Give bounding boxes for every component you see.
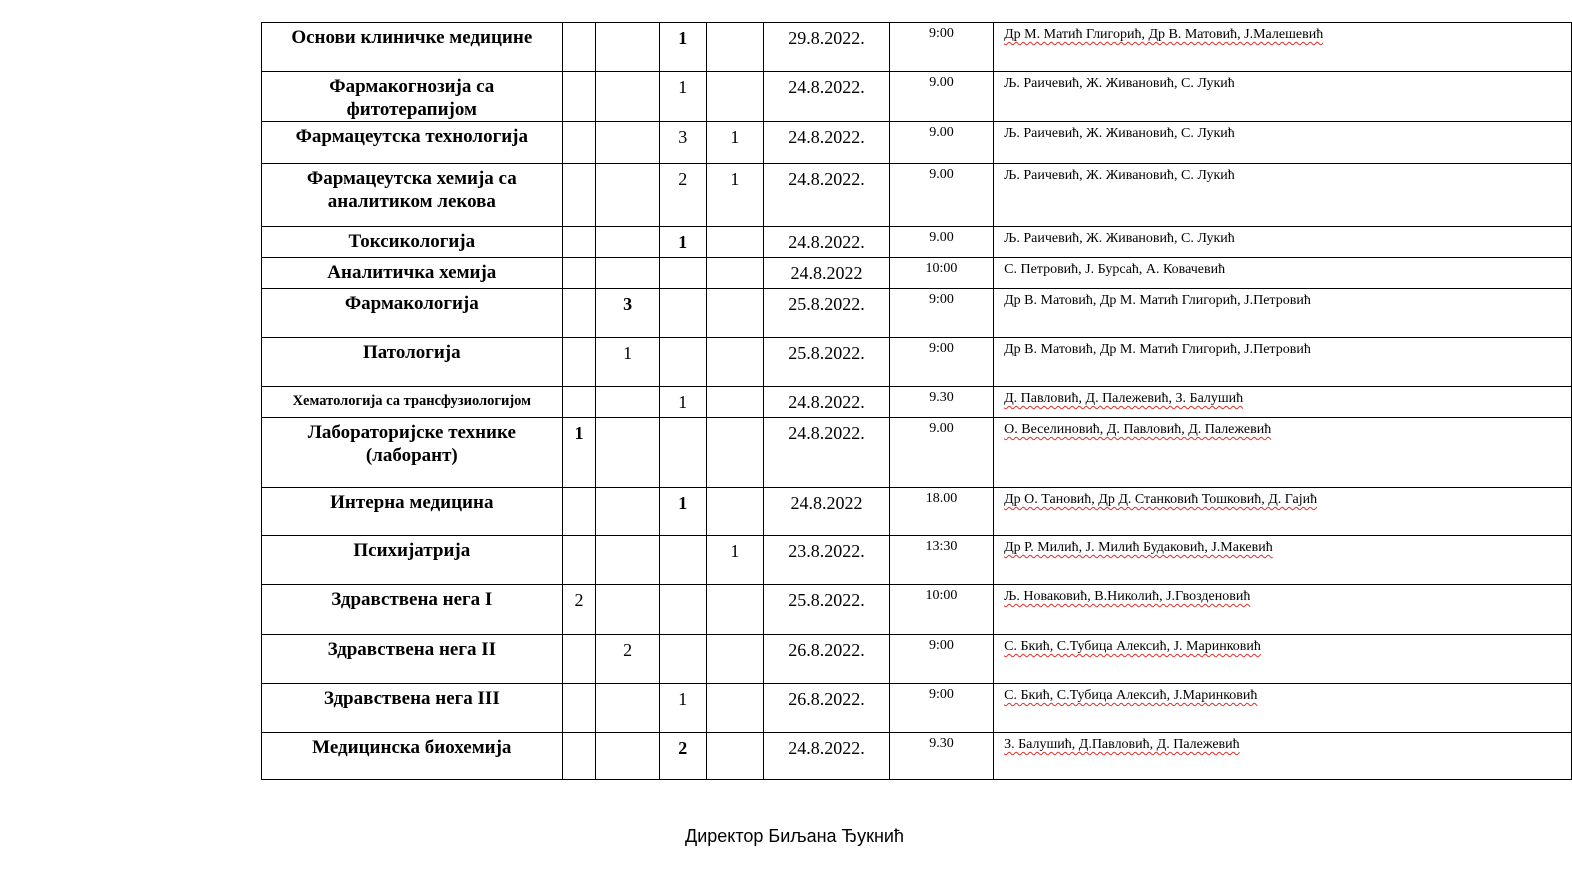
count-cell-4 — [706, 488, 764, 536]
subject-cell: Здравствена нега III — [262, 684, 563, 733]
table-row — [262, 72, 1572, 122]
table-row — [262, 635, 1572, 684]
count-cell-1 — [562, 387, 596, 418]
subject-cell: Здравствена нега I — [262, 585, 563, 635]
count-cell-1 — [562, 338, 596, 387]
time-cell: 10:00 — [889, 585, 993, 635]
count-cell-3: 3 — [659, 122, 706, 164]
count-cell-4 — [706, 227, 764, 258]
subject-cell: Аналитичка хемија — [262, 258, 563, 289]
count-cell-3 — [659, 338, 706, 387]
time-cell: 9:00 — [889, 23, 993, 72]
table-row — [262, 23, 1572, 72]
count-cell-3 — [659, 585, 706, 635]
time-cell: 9:00 — [889, 289, 993, 338]
subject-cell: Лабораторијске технике (лаборант) — [262, 418, 563, 488]
count-cell-2 — [596, 23, 660, 72]
subject-cell: Здравствена нега II — [262, 635, 563, 684]
date-cell: 23.8.2022. — [764, 536, 890, 585]
table-row — [262, 258, 1572, 289]
count-cell-1 — [562, 733, 596, 780]
count-cell-3: 1 — [659, 488, 706, 536]
teachers-text: Др О. Тановић, Др Д. Станковић Тошковић, Д. Гајић — [1004, 492, 1318, 507]
time-cell: 18.00 — [889, 488, 993, 536]
count-cell-4 — [706, 733, 764, 780]
subject-cell: Интерна медицина — [262, 488, 563, 536]
count-cell-2: 1 — [596, 338, 660, 387]
count-cell-1 — [562, 164, 596, 227]
count-cell-2: 2 — [596, 635, 660, 684]
count-cell-2 — [596, 258, 660, 289]
date-cell: 24.8.2022. — [764, 164, 890, 227]
count-cell-2 — [596, 733, 660, 780]
subject-text: Хематологија са трансфузиологијом — [292, 393, 532, 409]
table-row — [262, 387, 1572, 418]
count-cell-2 — [596, 164, 660, 227]
count-cell-1 — [562, 635, 596, 684]
subject-cell: Основи клиничке медицине — [262, 23, 563, 72]
count-cell-4 — [706, 585, 764, 635]
time-cell: 9:00 — [889, 338, 993, 387]
subject-cell: Фармакогнозија са фитотерапијом — [262, 72, 563, 122]
teachers-text: Др М. Матић Глигорић, Др В. Матовић, Ј.Малешевић — [1004, 27, 1324, 42]
date-cell: 26.8.2022. — [764, 684, 890, 733]
count-cell-4 — [706, 387, 764, 418]
count-cell-1 — [562, 72, 596, 122]
table-row — [262, 122, 1572, 164]
count-cell-1: 2 — [562, 585, 596, 635]
count-cell-1 — [562, 258, 596, 289]
teachers-text: Љ. Раичевић, Ж. Живановић, С. Лукић — [1004, 76, 1235, 91]
teachers-text: С. Петровић, Ј. Бурсаћ, А. Ковачевић — [1004, 262, 1226, 277]
date-cell: 24.8.2022. — [764, 418, 890, 488]
subject-cell: Патологија — [262, 338, 563, 387]
table-row — [262, 733, 1572, 780]
count-cell-3: 2 — [659, 733, 706, 780]
teachers-text: Др В. Матовић, Др М. Матић Глигорић, Ј.Петровић — [1004, 293, 1311, 308]
subject-cell: Токсикологија — [262, 227, 563, 258]
date-cell: 24.8.2022. — [764, 733, 890, 780]
count-cell-1 — [562, 227, 596, 258]
count-cell-4 — [706, 289, 764, 338]
date-cell: 24.8.2022. — [764, 122, 890, 164]
teachers-text: Љ. Раичевић, Ж. Живановић, С. Лукић — [1004, 126, 1235, 141]
date-cell: 29.8.2022. — [764, 23, 890, 72]
date-cell: 24.8.2022 — [764, 488, 890, 536]
count-cell-3: 1 — [659, 684, 706, 733]
count-cell-2 — [596, 72, 660, 122]
count-cell-3 — [659, 536, 706, 585]
count-cell-4: 1 — [706, 164, 764, 227]
count-cell-3 — [659, 418, 706, 488]
count-cell-2 — [596, 418, 660, 488]
count-cell-3: 2 — [659, 164, 706, 227]
count-cell-3: 1 — [659, 23, 706, 72]
teachers-text: Др В. Матовић, Др М. Матић Глигорић, Ј.Петровић — [1004, 342, 1311, 357]
teachers-text: Др Р. Милић, Ј. Милић Будаковић, Ј.Макевић — [1004, 540, 1273, 555]
count-cell-3 — [659, 289, 706, 338]
date-cell: 25.8.2022. — [764, 289, 890, 338]
date-cell: 25.8.2022. — [764, 585, 890, 635]
subject-cell — [262, 387, 563, 418]
count-cell-4 — [706, 338, 764, 387]
count-cell-1 — [562, 289, 596, 338]
count-cell-2: 3 — [596, 289, 660, 338]
count-cell-2 — [596, 227, 660, 258]
table-row — [262, 338, 1572, 387]
teachers-text: З. Балушић, Д.Павловић, Д. Палежевић — [1004, 737, 1240, 752]
time-cell: 9.30 — [889, 733, 993, 780]
count-cell-3 — [659, 635, 706, 684]
count-cell-4 — [706, 418, 764, 488]
count-cell-4: 1 — [706, 536, 764, 585]
teachers-text: О. Веселиновић, Д. Павловић, Д. Палежевић — [1004, 422, 1272, 437]
count-cell-2 — [596, 387, 660, 418]
table-row — [262, 289, 1572, 338]
count-cell-1 — [562, 122, 596, 164]
table-row — [262, 227, 1572, 258]
count-cell-3: 1 — [659, 227, 706, 258]
count-cell-2 — [596, 122, 660, 164]
table-row — [262, 488, 1572, 536]
subject-cell: Психијатрија — [262, 536, 563, 585]
teachers-text: С. Бкић, С.Тубица Алексић, Ј. Маринковић — [1004, 639, 1261, 654]
count-cell-4 — [706, 684, 764, 733]
table-row — [262, 585, 1572, 635]
time-cell: 9:00 — [889, 635, 993, 684]
date-cell: 24.8.2022 — [764, 258, 890, 289]
time-cell: 9.00 — [889, 72, 993, 122]
date-cell: 25.8.2022. — [764, 338, 890, 387]
count-cell-1: 1 — [562, 418, 596, 488]
teachers-text: Љ. Раичевић, Ж. Живановић, С. Лукић — [1004, 168, 1235, 183]
table-row — [262, 536, 1572, 585]
count-cell-1 — [562, 23, 596, 72]
subject-cell: Фармакологија — [262, 289, 563, 338]
table-row — [262, 418, 1572, 488]
date-cell: 24.8.2022. — [764, 72, 890, 122]
director-signature-line: Директор Биљана Ђукнић — [685, 826, 904, 846]
teachers-text: Д. Павловић, Д. Палежевић, З. Балушић — [1004, 391, 1244, 406]
exam-schedule-table — [261, 22, 1572, 780]
count-cell-1 — [562, 684, 596, 733]
count-cell-4: 1 — [706, 122, 764, 164]
table-row — [262, 164, 1572, 227]
time-cell: 10:00 — [889, 258, 993, 289]
time-cell: 9.30 — [889, 387, 993, 418]
count-cell-3 — [659, 258, 706, 289]
teachers-text: Љ. Новаковић, В.Николић, Ј.Гвозденовић — [1004, 589, 1251, 604]
time-cell: 9:00 — [889, 684, 993, 733]
teachers-text: Љ. Раичевић, Ж. Живановић, С. Лукић — [1004, 231, 1235, 246]
count-cell-4 — [706, 23, 764, 72]
date-cell: 24.8.2022. — [764, 387, 890, 418]
subject-cell: Фармацеутска хемија са аналитиком лекова — [262, 164, 563, 227]
time-cell: 13:30 — [889, 536, 993, 585]
subject-cell: Фармацеутска технологија — [262, 122, 563, 164]
count-cell-2 — [596, 684, 660, 733]
count-cell-2 — [596, 488, 660, 536]
time-cell: 9.00 — [889, 164, 993, 227]
subject-cell: Медицинска биохемија — [262, 733, 563, 780]
count-cell-1 — [562, 536, 596, 585]
date-cell: 24.8.2022. — [764, 227, 890, 258]
time-cell: 9.00 — [889, 227, 993, 258]
count-cell-4 — [706, 635, 764, 684]
teachers-text: С. Бкић, С.Тубица Алексић, Ј.Маринковић — [1004, 688, 1258, 703]
table-row — [262, 684, 1572, 733]
date-cell: 26.8.2022. — [764, 635, 890, 684]
count-cell-3: 1 — [659, 72, 706, 122]
time-cell: 9.00 — [889, 418, 993, 488]
count-cell-2 — [596, 536, 660, 585]
count-cell-2 — [596, 585, 660, 635]
count-cell-4 — [706, 258, 764, 289]
count-cell-1 — [562, 488, 596, 536]
count-cell-3: 1 — [659, 387, 706, 418]
time-cell: 9.00 — [889, 122, 993, 164]
count-cell-4 — [706, 72, 764, 122]
